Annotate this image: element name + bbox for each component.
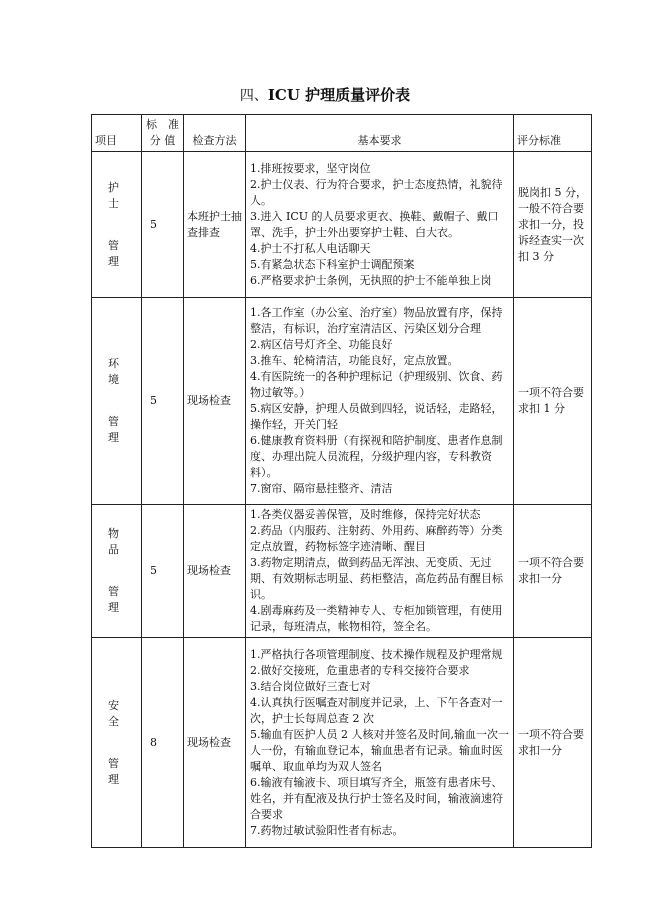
quality-evaluation-table xyxy=(91,114,592,848)
header-rating: 评分标准 xyxy=(514,115,592,152)
requirement-item: 1.严格执行各项管理制度、技术操作规程及护理常规 xyxy=(250,647,503,661)
requirement-item: 3.推车、轮椅清洁，功能良好，定点放置。 xyxy=(250,354,459,367)
requirement-item: 4.有医院统一的各种护理标记（护理级别、饮食、药物过敏等。） xyxy=(250,370,503,399)
header-score-line2: 分 值 xyxy=(149,134,176,147)
row-requirements xyxy=(246,152,514,298)
requirement-item: 4.剧毒麻药及一类精神专人、专柜加锁管理，有使用记录，每班清点，帐物相符，签全名。 xyxy=(250,604,503,633)
requirement-item: 1.各类仪器妥善保管，及时维修，保持完好状态 xyxy=(250,508,481,521)
requirement-item: 2.护士仪表、行为符合要求，护士态度热情，礼貌待人。 xyxy=(250,177,503,207)
requirement-item: 3.进入 ICU 的人员要求更衣、换鞋、戴帽子、戴口罩、洗手，护士外出要穿护士鞋、白大衣。 xyxy=(250,209,499,239)
row-rating: 一项不符合要求扣一分 xyxy=(514,638,592,848)
row-rating: 一项不符合要求扣一分 xyxy=(514,505,592,638)
title-prefix: 四、 xyxy=(239,88,268,104)
row-item-line1: 护 士 xyxy=(108,180,125,210)
row-item-line2: 管 理 xyxy=(108,585,125,614)
requirement-item: 1.排班按要求，坚守岗位 xyxy=(250,161,371,175)
row-method: 本班护士抽查排查 xyxy=(184,152,246,298)
row-item-line1: 环 境 xyxy=(108,357,125,386)
row-item xyxy=(92,152,142,298)
row-requirements xyxy=(246,638,514,848)
row-requirements xyxy=(246,298,514,505)
table-row-supplies-management xyxy=(92,505,592,638)
row-method: 现场检查 xyxy=(184,638,246,848)
row-item-line2: 管 理 xyxy=(108,415,125,444)
row-score: 5 xyxy=(142,298,184,505)
row-item-line1: 安 全 xyxy=(108,698,125,728)
row-item-line2: 管 理 xyxy=(108,238,125,268)
row-score: 8 xyxy=(142,638,184,848)
row-item xyxy=(92,638,142,848)
row-item-line2: 管 理 xyxy=(108,756,125,786)
table-row-environment-management xyxy=(92,298,592,505)
requirement-item: 1.各工作室（办公室、治疗室）物品放置有序，保持整洁，有标识，治疗室清洁区、污染区划分合理 xyxy=(250,306,503,335)
row-method: 现场检查 xyxy=(184,505,246,638)
row-method: 现场检查 xyxy=(184,298,246,505)
requirement-item: 7.窗帘、隔帘悬挂整齐、清洁 xyxy=(250,482,393,495)
table-row-nurse-management xyxy=(92,152,592,298)
requirement-item: 5.输血有医护人员 2 人核对并签名及时间,输血一次一人一份，有输血登记本，输血患者有记录。输血时医嘱单、取血单均为双人签名 xyxy=(250,727,509,773)
header-method: 检查方法 xyxy=(184,115,246,152)
requirement-item: 2.病区信号灯齐全、功能良好 xyxy=(250,338,393,351)
page-title xyxy=(0,84,650,107)
requirement-item: 4.认真执行医嘱查对制度并记录，上、下午各查对一次，护士长每周总查 2 次 xyxy=(250,695,503,725)
requirement-item: 3.药物定期清点，做到药品无浑浊、无变质、无过期、有效期标志明显、药柜整洁，高危药品有醒目标识。 xyxy=(250,556,503,601)
header-score-line1: 标 准 xyxy=(146,118,179,131)
requirement-item: 6.健康教育资料册（有探视和陪护制度、患者作息制度、办理出院人员流程，分级护理内容，专科教资料）。 xyxy=(250,434,503,479)
requirement-item: 7.药物过敏试验阳性者有标志。 xyxy=(250,823,404,837)
header-score xyxy=(142,115,184,152)
table-header-row xyxy=(92,115,592,152)
title-text: ICU 护理质量评价表 xyxy=(267,86,411,104)
requirement-item: 5.有紧急状态下科室护士调配预案 xyxy=(250,257,415,271)
requirement-item: 2.做好交接班，危重患者的专科交接符合要求 xyxy=(250,663,470,677)
requirement-item: 5.病区安静，护理人员做到四轻，说话轻，走路轻，操作轻，开关门轻 xyxy=(250,402,503,431)
header-item: 项目 xyxy=(92,115,142,152)
row-score: 5 xyxy=(142,505,184,638)
row-rating: 脱岗扣 5 分，一般不符合要求扣一分，投诉经查实一次扣 3 分 xyxy=(514,152,592,298)
row-requirements xyxy=(246,505,514,638)
header-requirements: 基本要求 xyxy=(246,115,514,152)
requirement-item: 2.药品（内服药、注射药、外用药、麻醉药等）分类定点放置，药物标签字迹清晰、醒目 xyxy=(250,524,503,553)
requirement-item: 4.护士不打私人电话聊天 xyxy=(250,241,371,255)
row-item xyxy=(92,505,142,638)
row-item xyxy=(92,298,142,505)
requirement-item: 6.严格要求护士条例，无执照的护士不能单独上岗 xyxy=(250,273,492,287)
row-item-line1: 物 品 xyxy=(108,527,125,556)
row-rating: 一项不符合要求扣 1 分 xyxy=(514,298,592,505)
table-row-safety-management xyxy=(92,638,592,848)
requirement-item: 3.结合岗位做好三查七对 xyxy=(250,679,371,693)
row-score: 5 xyxy=(142,152,184,298)
requirement-item: 6.输液有输液卡、项目填写齐全，瓶签有患者床号、姓名，并有配液及执行护士签名及时间，输液滴速符合要求 xyxy=(250,775,503,821)
